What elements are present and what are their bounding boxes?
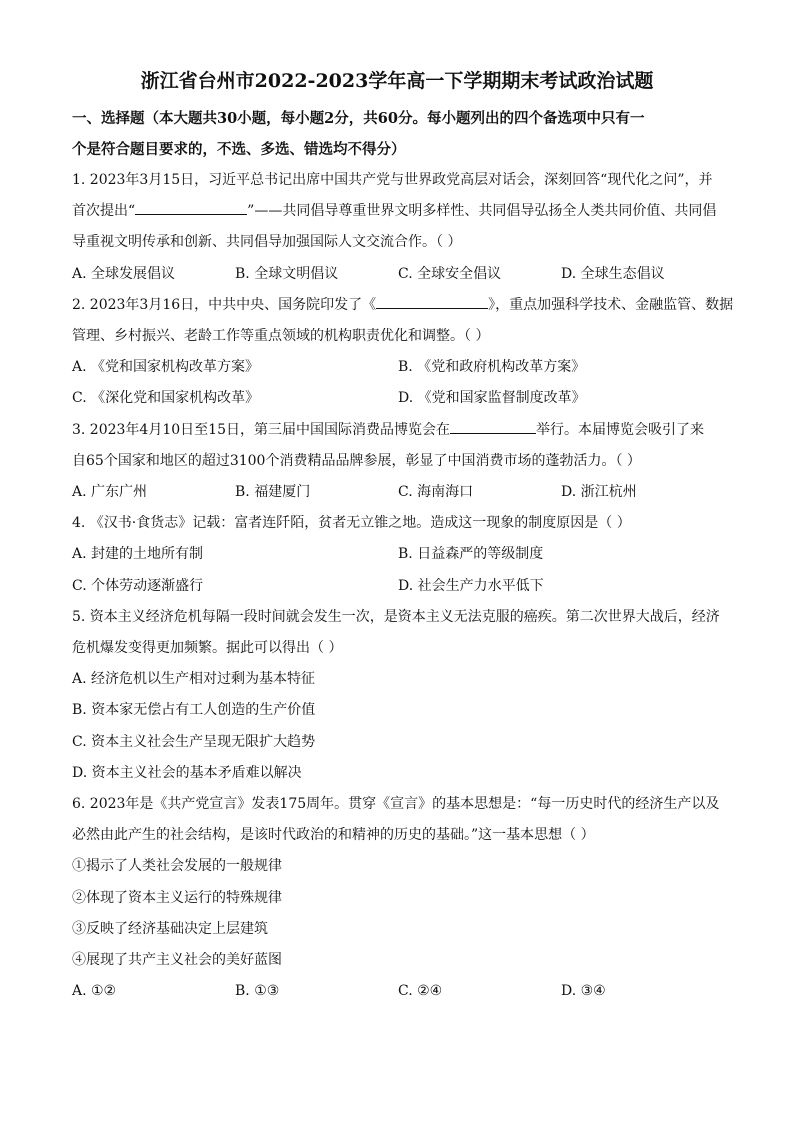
question-6-stem-line-2: 必然由此产生的社会结构，是该时代政治的和精神的历史的基础。”这一基本思想（ ） [72,827,595,844]
question-5 [72,602,722,789]
option-a: A. 封建的土地所有制 [72,546,204,563]
question-5-stem-line-1: 5. 资本主义经济危机每隔一段时间就会发生一次，是资本主义无法克服的癌疾。第二次世界大战后，经济 [72,608,720,625]
statement-4: ④展现了共产主义社会的美好蓝图 [72,952,282,969]
option-d: D. ③④ [561,983,606,1000]
question-2-options [72,352,722,414]
option-a: A. 全球发展倡议 [72,265,176,282]
question-3-options [72,477,722,508]
option-d: D. 资本主义社会的基本矛盾难以解决 [72,764,302,781]
option-b: B. 全球文明倡议 [235,265,339,282]
option-a: A. 经济危机以生产相对过剩为基本特征 [72,671,316,688]
fill-in-blank [450,419,536,434]
option-b: B. 福建厦门 [235,484,311,501]
question-6-options [72,976,722,1007]
question-2-stem-part: 》，重点加强科学技术、金融监管、数据 [488,296,734,313]
question-3-stem-line-1 [72,415,722,446]
option-c: C. 资本主义社会生产呈现无限扩大趋势 [72,733,316,750]
fill-in-blank [376,294,488,309]
exam-title: 浙江省台州市2022-2023学年高一下学期期末考试政治试题 [140,70,654,92]
option-b: B. 日益森严的等级制度 [398,546,544,563]
question-3-stem-line-2: 自65个国家和地区的超过3100个消费精品品牌参展，彰显了中国消费市场的蓬勃活力。（ ） [72,452,641,469]
option-b: B. 资本家无偿占有工人创造的生产价值 [72,702,316,719]
option-d: D. 社会生产力水平低下 [398,577,544,594]
question-6-stem-line-1: 6. 2023年是《共产党宣言》发表175周年。贯穿《宣言》的基本思想是：“每一历史时代的经济生产以及 [72,796,720,813]
option-d: D. 《党和国家监督制度改革》 [398,390,586,407]
fill-in-blank [135,200,247,215]
option-a: A. 广东广州 [72,484,148,501]
statement-3: ③反映了经济基础决定上层建筑 [72,920,268,937]
statement-1: ①揭示了人类社会发展的一般规律 [72,858,282,875]
question-1-stem-line-2 [72,196,722,227]
statement-2: ②体现了资本主义运行的特殊规律 [72,889,282,906]
question-1 [72,165,722,290]
question-1-stem-line-1: 1. 2023年3月15日，习近平总书记出席中国共产党与世界政党高层对话会，深刻回答“现代化之问”，并 [72,172,713,188]
option-c: C. 个体劳动逐渐盛行 [72,577,204,594]
option-a: A. 《党和国家机构改革方案》 [72,359,260,376]
option-d: D. 浙江杭州 [561,484,637,501]
option-a: A. ①② [72,983,117,1000]
question-5-stem-line-2: 危机爆发变得更加频繁。据此可以得出（ ） [72,640,343,657]
option-b: B. 《党和政府机构改革方案》 [398,359,586,376]
question-4 [72,508,722,602]
option-c: C. 全球安全倡议 [398,265,502,282]
option-b: B. ①③ [235,983,280,1000]
question-1-stem-part: 首次提出“ [72,203,136,220]
question-3-stem-part: 举行。本届博览会吸引了来 [535,421,704,438]
question-4-options [72,539,722,601]
question-2-stem-line-1 [72,290,734,321]
section-heading-line-2: 个是符合题目要求的，不选、多选、错选均不得分） [72,141,406,158]
question-2 [72,290,734,415]
question-3 [72,415,722,509]
option-c: C. 海南海口 [398,484,474,501]
question-6-statements [72,851,722,976]
question-5-options [72,664,722,789]
option-c: C. 《深化党和国家机构改革》 [72,390,260,407]
question-4-stem-line-1: 4. 《汉书·食货志》记载：富者连阡陌，贫者无立锥之地。造成这一现象的制度原因是（ ） [72,515,631,532]
option-c: C. ②④ [398,983,443,1000]
question-2-stem-part: 2. 2023年3月16日，中共中央、国务院印发了《 [72,296,377,313]
question-1-stem-line-3: 导重视文明传承和创新、共同倡导加强国际人文交流合作。（ ） [72,234,462,251]
question-1-stem-part: ”——共同倡导尊重世界文明多样性、共同倡导弘扬全人类共同价值、共同倡 [247,203,717,220]
question-1-options [72,259,722,290]
option-d: D. 全球生态倡议 [561,265,665,282]
section-heading-line-1: 一、选择题（本大题共30小题，每小题2分，共60分。每小题列出的四个备选项中只有一 [72,110,645,127]
question-6 [72,789,722,1007]
question-2-stem-line-2: 管理、乡村振兴、老龄工作等重点领域的机构职责优化和调整。（ ） [72,328,490,345]
question-3-stem-part: 3. 2023年4月10日至15日，第三届中国国际消费品博览会在 [72,421,450,438]
